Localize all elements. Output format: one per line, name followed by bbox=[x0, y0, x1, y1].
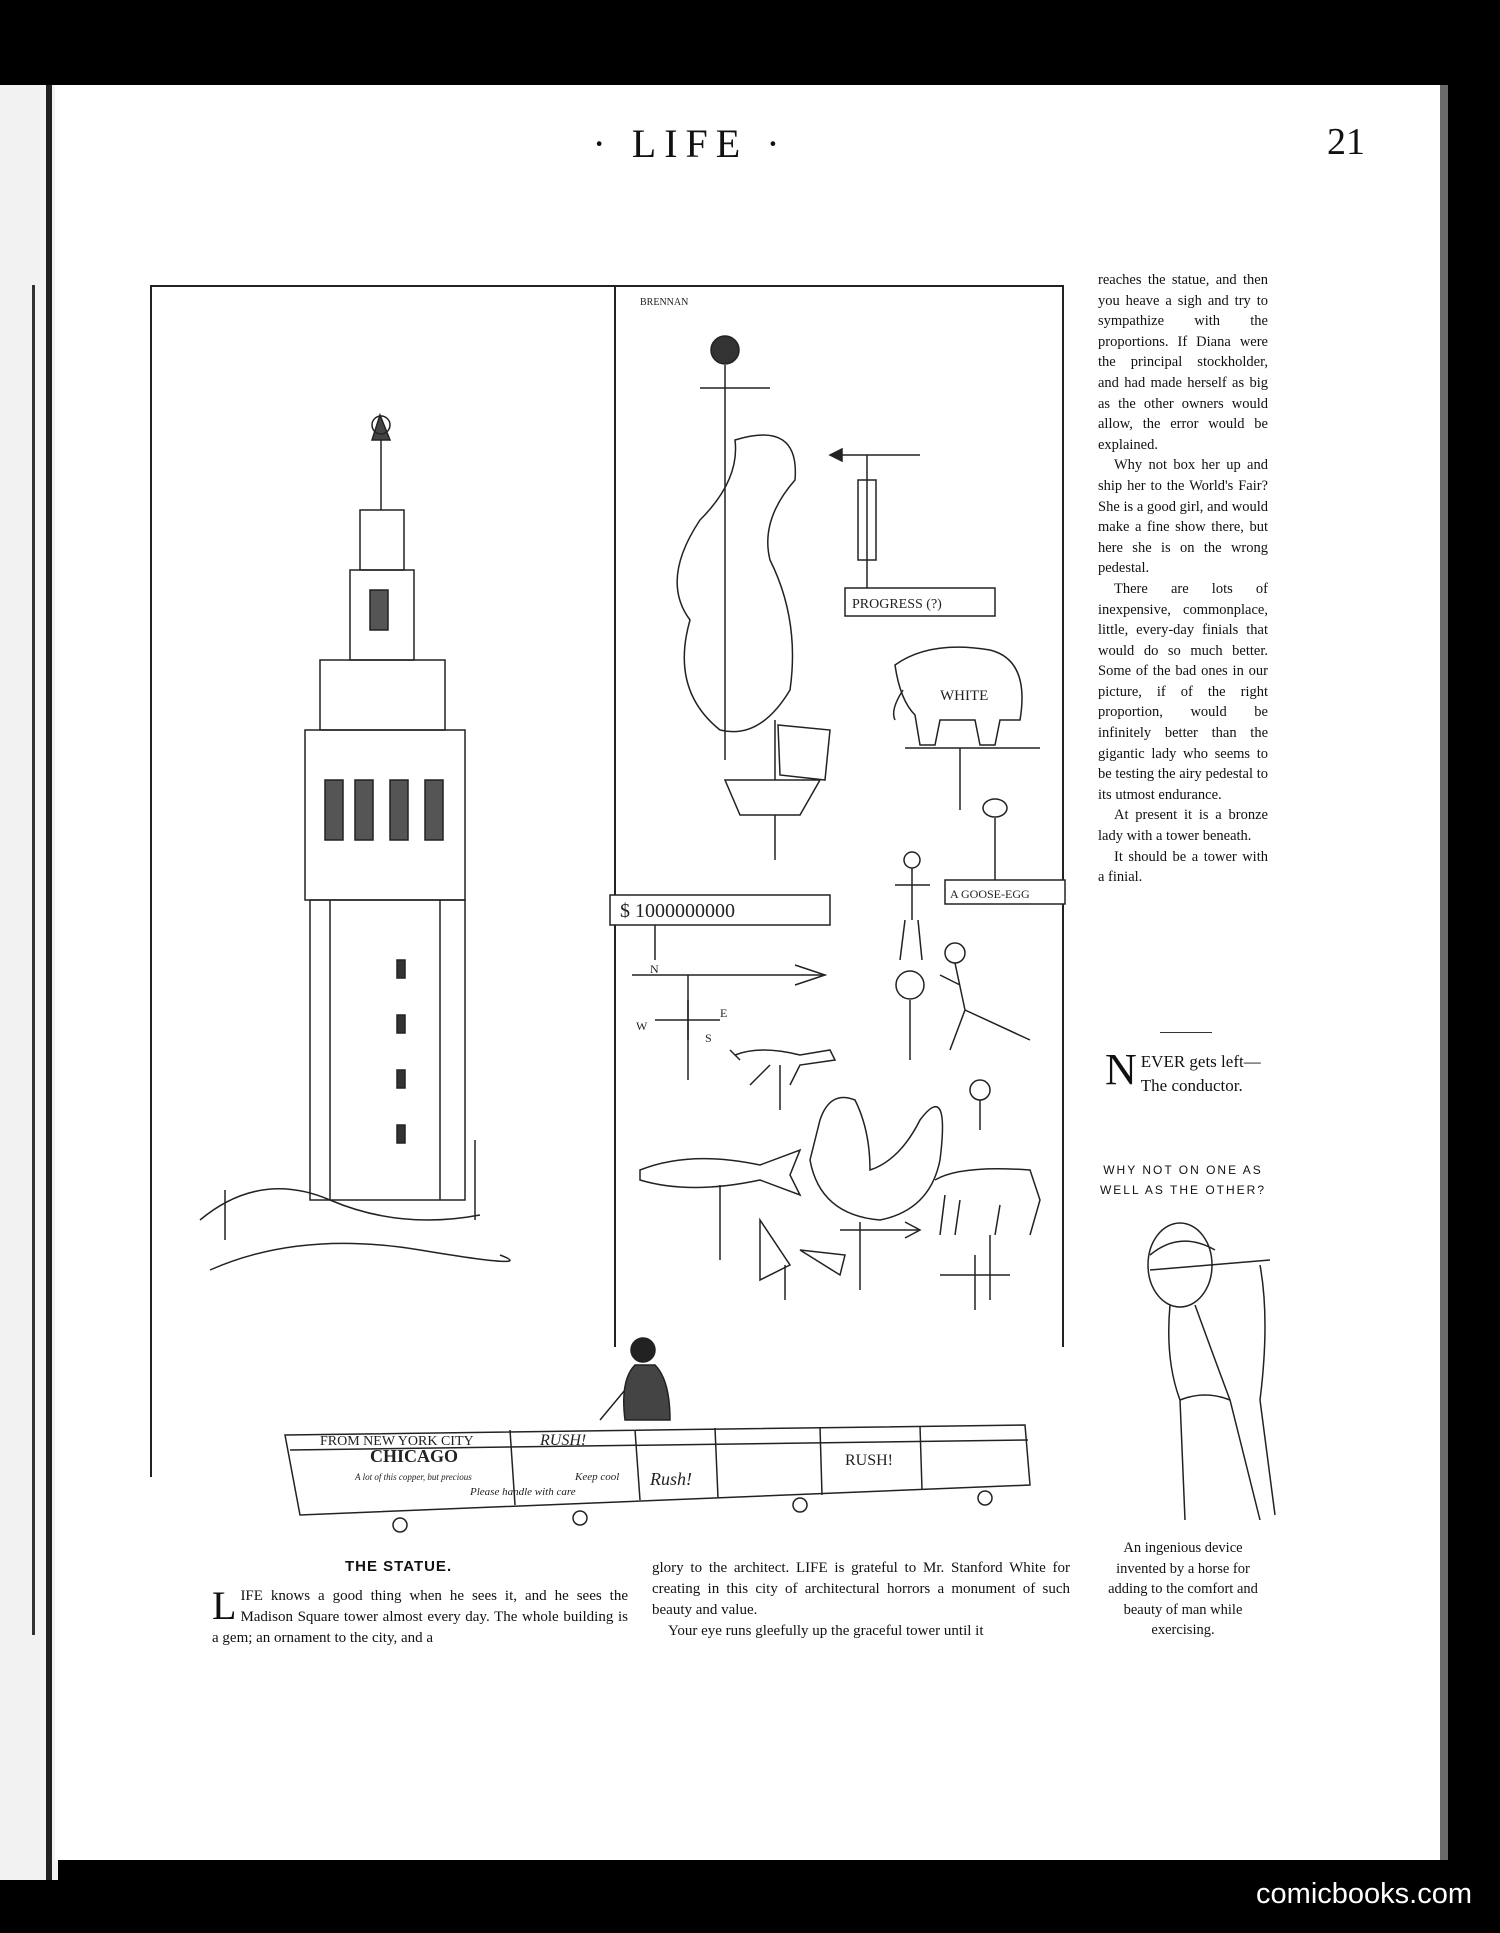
crate-rush-1: RUSH! bbox=[540, 1432, 587, 1449]
progress-weathervane bbox=[830, 449, 995, 616]
flag-weathervane bbox=[677, 336, 795, 760]
runner-weathervane bbox=[940, 943, 1030, 1130]
white-label: WHITE bbox=[940, 688, 989, 704]
compass-s: S bbox=[705, 1031, 712, 1045]
article-mid-paragraph-2: Your eye runs gleefully up the graceful tower until it bbox=[668, 1623, 984, 1639]
joke-block bbox=[1105, 1045, 1275, 1098]
article-left-text: IFE knows a good thing when he sees it, and he sees the Madison Square tower almost every day. The whole building is a gem; an ornament to the city, and a bbox=[212, 1588, 628, 1646]
crate-note-1: A lot of this copper, but precious bbox=[355, 1472, 472, 1482]
right-paragraph-3: There are lots of inexpensive, commonplace, little, every-day finials that would do so much better. Some of the bad ones in our picture, if of the right proportion, would be infinitely better than the gigantic lady who seems to be testing the airy pedestal to its utmost endurance. bbox=[1098, 580, 1268, 803]
article-left-column bbox=[212, 1583, 628, 1649]
compass-weathervane bbox=[632, 965, 825, 1080]
joke-drop-cap: N bbox=[1105, 1045, 1137, 1094]
rooster-weathervane bbox=[810, 1098, 943, 1291]
worker-figure bbox=[600, 1338, 670, 1420]
article-drop-cap: L bbox=[212, 1583, 237, 1628]
article-middle-column bbox=[652, 1558, 1070, 1642]
acrobat-weathervane bbox=[895, 852, 930, 1060]
article-heading: THE STATUE. bbox=[345, 1558, 453, 1575]
article-mid-paragraph-1: glory to the architect. LIFE is grateful to Mr. Stanford White for creating in this city of architectural horrors a monument of such beauty and value. bbox=[652, 1560, 1070, 1618]
progress-label: PROGRESS (?) bbox=[852, 597, 942, 612]
elephant-weathervane bbox=[894, 647, 1040, 810]
crate-from-label: FROM NEW YORK CITY bbox=[320, 1434, 474, 1449]
right-paragraph-5: It should be a tower with a finial. bbox=[1098, 848, 1268, 886]
crate-to-label: CHICAGO bbox=[370, 1446, 459, 1466]
madison-square-tower bbox=[200, 415, 510, 1270]
cartoon-title: WHY NOT ON ONE AS WELL AS THE OTHER? bbox=[1099, 1163, 1267, 1197]
right-paragraph-2: Why not box her up and ship her to the World's Fair? She is a good girl, and would make a fine show there, but here she is on the wrong pedestal. bbox=[1098, 457, 1268, 577]
compass-e: E bbox=[720, 1006, 728, 1020]
column-rule bbox=[1160, 1032, 1212, 1033]
crate-rush-3: RUSH! bbox=[845, 1452, 894, 1469]
goose-egg-label: A GOOSE-EGG bbox=[950, 887, 1030, 901]
cartoon-caption: An ingenious device invented by a horse for adding to the comfort and beauty of man while exercising. bbox=[1108, 1540, 1258, 1639]
money-label: $ 1000000000 bbox=[620, 900, 735, 922]
right-paragraph-4: At present it is a bronze lady with a tower beneath. bbox=[1098, 807, 1268, 845]
crate-rush-2: Rush! bbox=[650, 1469, 692, 1489]
right-paragraph-1: reaches the statue, and then you heave a sigh and try to sympathize with the proportions. If Diana were the principal stockholder, and had made herself as big as the other owners would allow, the error would be explained. bbox=[1098, 272, 1268, 453]
masthead-title: · LIFE · bbox=[592, 121, 788, 166]
windmill-weathervane bbox=[760, 1220, 845, 1300]
page-number: 21 bbox=[1327, 121, 1365, 163]
cartoon-man-with-harness bbox=[1148, 1223, 1275, 1520]
small-compass-weathervane bbox=[940, 1255, 1010, 1310]
bull-weathervane bbox=[935, 1169, 1040, 1300]
artist-signature: BRENNAN bbox=[640, 297, 689, 308]
joke-text: EVER gets left—The conductor. bbox=[1140, 1052, 1261, 1095]
horse-weathervane bbox=[730, 1050, 835, 1110]
right-column-text bbox=[1098, 270, 1268, 888]
crate-note-3: Keep cool bbox=[575, 1471, 620, 1483]
crate-note-2: Please handle with care bbox=[470, 1486, 576, 1498]
watermark: comicbooks.com bbox=[1256, 1878, 1472, 1910]
ship-weathervane bbox=[725, 720, 830, 860]
compass-n: N bbox=[650, 962, 659, 976]
compass-w: W bbox=[636, 1019, 648, 1033]
